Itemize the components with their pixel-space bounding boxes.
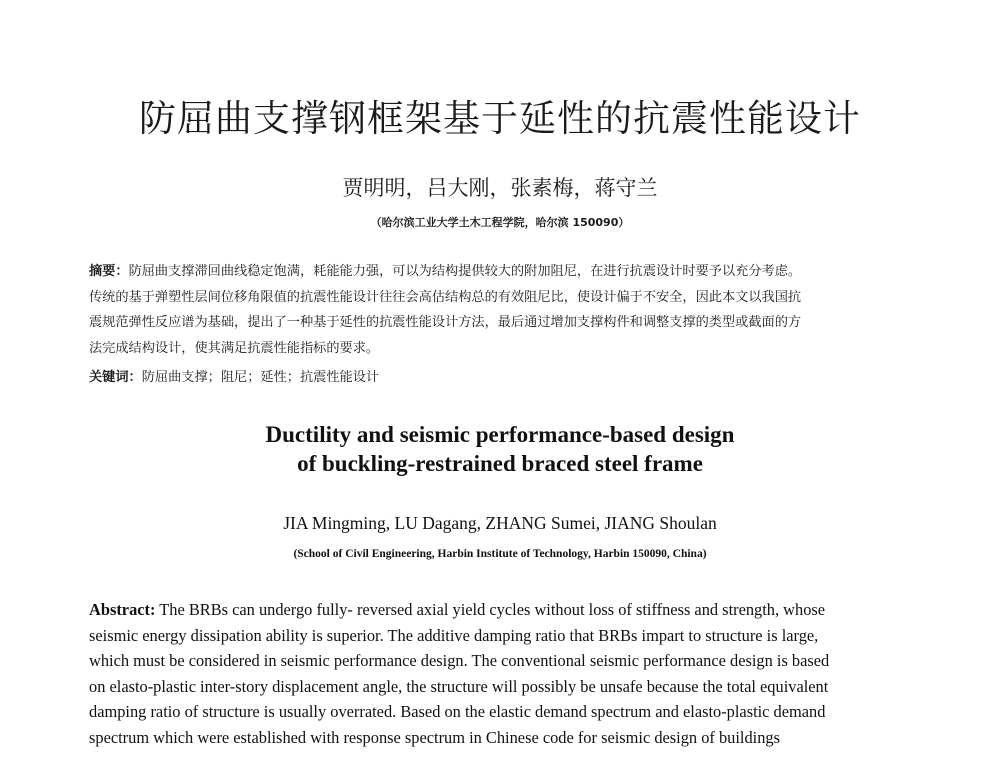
chinese-abstract-label: 摘要：	[89, 264, 129, 279]
english-authors: JIA Mingming, LU Dagang, ZHANG Sumei, JIANG Shoulan	[283, 513, 717, 533]
chinese-abstract-line	[89, 259, 927, 285]
chinese-abstract-text: 防屈曲支撑滞回曲线稳定饱满，耗能能力强，可以为结构提供较大的附加阻尼，在进行抗震设计时要予以充分考虑。	[128, 264, 802, 279]
chinese-title: 防屈曲支撑钢框架基于延性的抗震性能设计	[139, 97, 861, 140]
chinese-abstract-line: 震规范弹性反应谱为基础，提出了一种基于延性的抗震性能设计方法，最后通过增加支撑构件和调整支撑的类型或截面的方	[89, 315, 802, 330]
english-abstract-line: seismic energy dissipation ability is superior. The additive damping ratio that BRBs impart to structure is large,	[89, 625, 819, 645]
chinese-abstract	[89, 259, 927, 361]
english-title	[0, 420, 1000, 478]
english-abstract-line: on elasto-plastic inter-story displacement angle, the structure will possibly be unsafe because the total equivalent	[89, 676, 829, 696]
english-title-line: of buckling-restrained braced steel frame	[297, 451, 703, 476]
chinese-abstract-line: 传统的基于弹塑性层间位移角限值的抗震性能设计往往会高估结构总的有效阻尼比，使设计偏于不安全，因此本文以我国抗	[89, 289, 802, 305]
english-abstract-line: which must be considered in seismic performance design. The conventional seismic performance design is based	[89, 651, 830, 671]
english-abstract-text: The BRBs can undergo fully- reversed axial yield cycles without loss of stiffness and strength, whose	[155, 600, 826, 619]
chinese-abstract-line: 法完成结构设计，使其满足抗震性能指标的要求。	[89, 340, 380, 356]
english-abstract-line	[89, 597, 911, 623]
chinese-keywords-label: 关键词：	[89, 370, 142, 385]
english-abstract-line: damping ratio of structure is usually overrated. Based on the elastic demand spectrum and elasto-plastic demand	[89, 702, 826, 722]
english-affiliation: (School of Civil Engineering, Harbin Institute of Technology, Harbin 150090, China)	[293, 548, 707, 560]
english-abstract-line: spectrum which were established with response spectrum in Chinese code for seismic design of buildings	[89, 727, 780, 747]
english-abstract-label: Abstract:	[89, 600, 156, 619]
english-abstract	[89, 597, 911, 751]
chinese-affiliation: （哈尔滨工业大学土木工程学院，哈尔滨 150090）	[370, 216, 630, 229]
english-title-line: Ductility and seismic performance-based design	[265, 422, 735, 447]
chinese-keywords	[89, 366, 379, 385]
chinese-keywords-text: 防屈曲支撑；阻尼；延性；抗震性能设计	[141, 370, 380, 385]
chinese-authors: 贾明明，吕大刚，张素梅，蒋守兰	[342, 176, 658, 200]
